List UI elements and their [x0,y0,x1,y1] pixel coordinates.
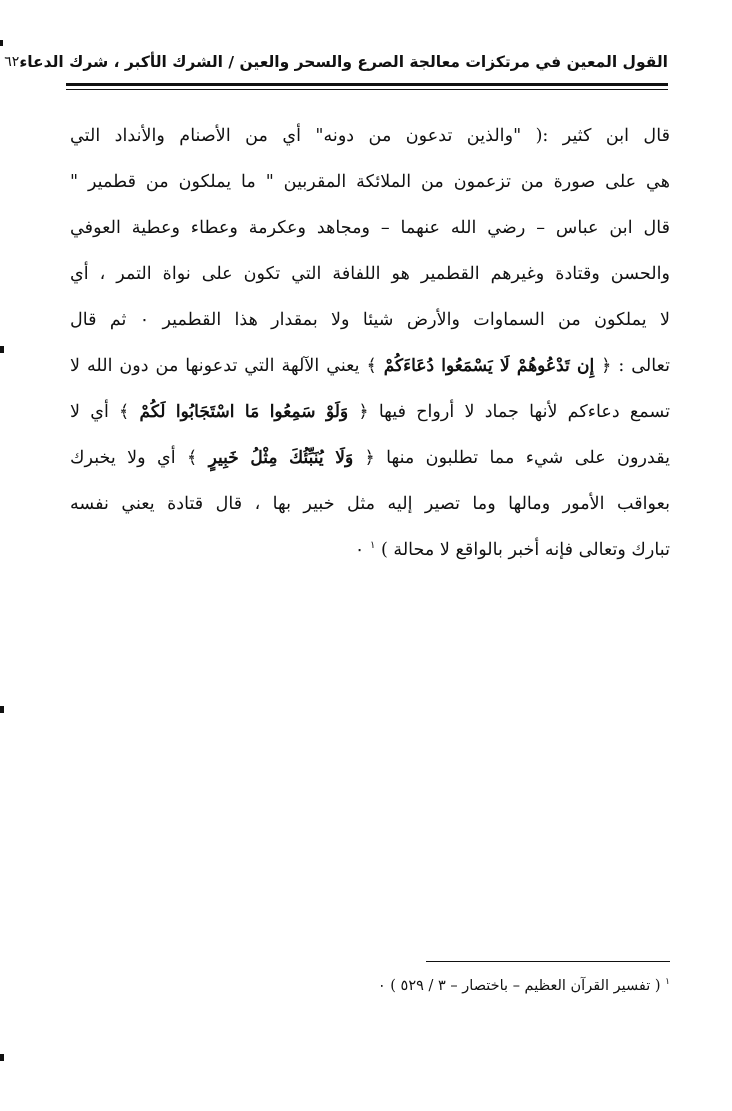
text-line-8 [70,435,670,481]
quran-verse-1: إِن تَدْعُوهُمْ لَا يَسْمَعُوا دُعَاءَكُمْ [383,356,595,376]
text-line-8-end: ﴾ أي ولا يخبرك [70,448,198,468]
text-line-7 [70,389,670,435]
text-line-5: لا يملكون من السماوات والأرض شيئا ولا بمقدار هذا القطمير ٠ ثم قال [70,310,670,330]
footnote [300,978,670,994]
running-header [4,44,668,80]
text-line-9: بعواقب الأمور ومالها وما تصير إليه مثل خبير بها ، قال قتادة يعني نفسه [70,494,670,514]
text-line-3: قال ابن عباس – رضي الله عنهما – ومجاهد وعكرمة وعطاء وعطية العوفي [70,218,670,238]
footnote-reference: ١ [369,540,376,552]
text-line-2: هي على صورة من تزعمون من الملائكة المقربين " ما يملكون من قطمير " [70,172,670,192]
body-text [70,113,670,573]
text-line-10-main: تبارك وتعالى فإنه أخبر بالواقع لا محالة ) [380,540,670,560]
text-line-10-end: ٠ [354,540,365,560]
text-line-4: والحسن وقتادة وغيرهم القطمير هو اللفافة التي تكون على نواة التمر ، أي [70,264,670,284]
scan-mark-1 [0,40,3,46]
text-line-7-end: ﴾ أي لا [70,402,130,422]
text-line-1: قال ابن كثير :( "والذين تدعون من دونه" أي من الأصنام والأنداد التي [70,126,670,146]
footnote-marker: ١ [665,977,670,988]
header-rule-thin [66,89,668,90]
scan-mark-4 [0,1054,4,1061]
text-line-6-end: ﴾ يعني الآلهة التي تدعونها من دون الله لا [70,356,377,376]
quran-verse-2: وَلَوْ سَمِعُوا مَا اسْتَجَابُوا لَكُمْ [139,402,349,422]
text-line-8-start: يقدرون على شيء مما تطلبون منها ﴿ [364,448,670,468]
footnote-text: ( تفسير القرآن العظيم – باختصار – ٣ / ٥٢٩ ) ٠ [377,978,661,994]
text-line-6 [70,343,670,389]
scan-mark-2 [0,346,4,353]
scan-mark-3 [0,706,4,713]
header-title: القول المعين في مرتكزات معالجة الصرع والسحر والعين / الشرك الأكبر ، شرك الدعاء [19,53,668,71]
header-rule-thick [66,83,668,86]
text-line-6-start: تعالى : ﴿ [601,356,670,376]
text-line-10 [70,527,670,573]
text-line-7-start: تسمع دعاءكم لأنها جماد لا أرواح فيها ﴿ [358,402,670,422]
quran-verse-3: وَلَا يُنَبِّئُكَ مِثْلُ خَبِيرٍ [208,448,354,468]
footnote-separator [426,961,670,962]
page-number: ٦٢ [4,54,20,70]
